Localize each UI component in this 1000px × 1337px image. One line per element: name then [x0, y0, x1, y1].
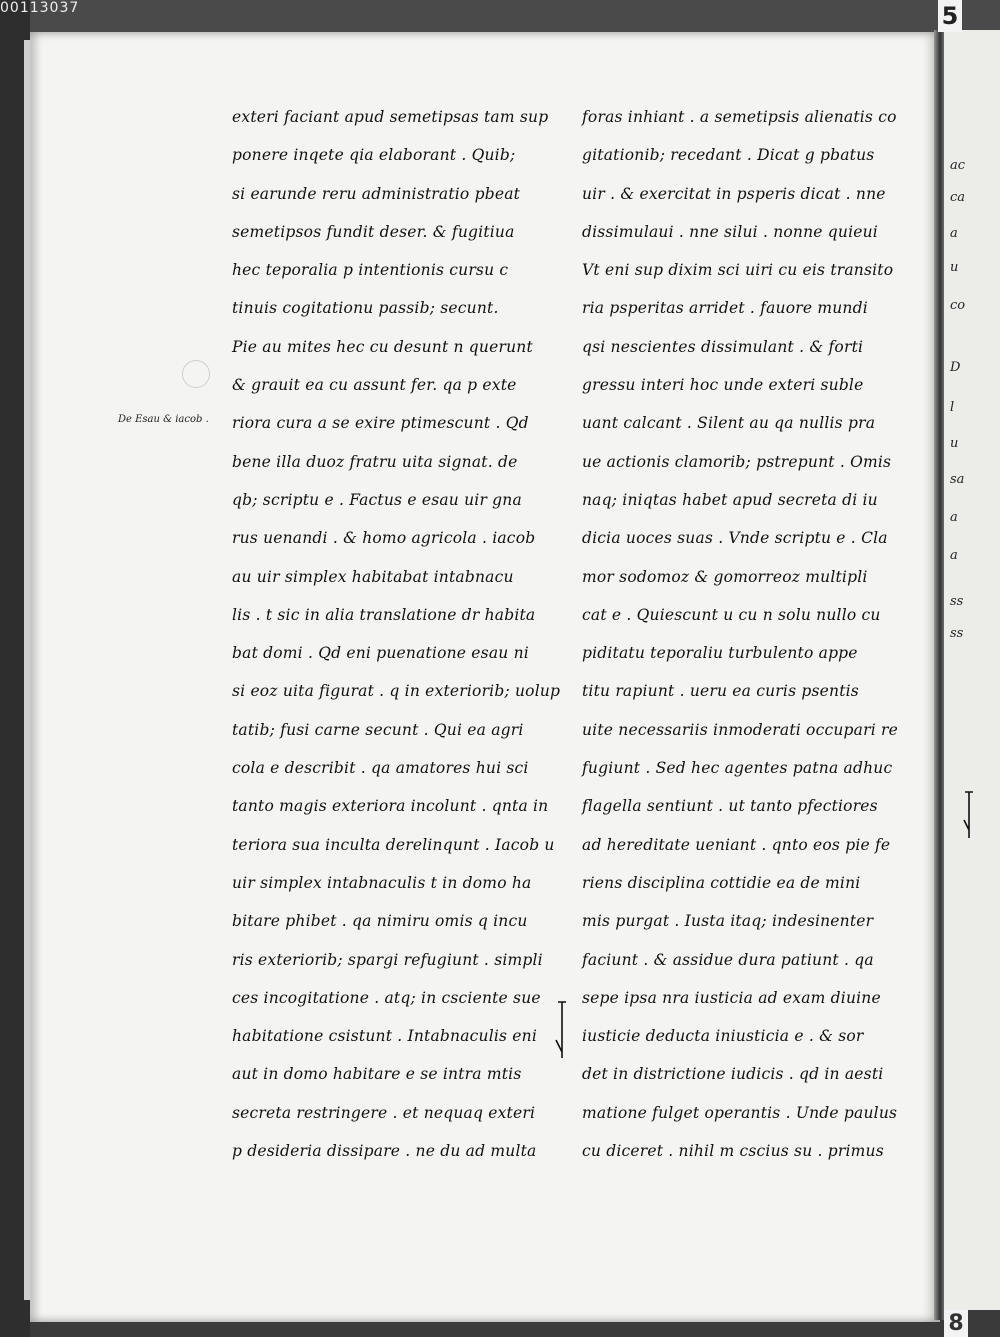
book-spine-edge [0, 0, 30, 1337]
text-line: titu rapiunt . ueru ea curis psentis [582, 682, 859, 701]
text-line: qb; scriptu e . Factus e esau uir gna [232, 490, 522, 509]
paragraph-mark-facing-icon [962, 790, 976, 840]
facing-page-fragment: u [950, 436, 959, 451]
text-line: ad hereditate ueniant . qnto eos pie fe [582, 835, 891, 854]
text-line: uir simplex intabnaculis t in domo ha [232, 873, 532, 892]
text-line: lis . t sic in alia translatione dr habita [232, 605, 536, 624]
text-line: piditatu teporaliu turbulento appe [582, 644, 858, 663]
text-line: gressu interi hoc unde exteri suble [582, 376, 864, 395]
text-line: det in districtione iudicis . qd in aesti [582, 1065, 884, 1084]
text-line: riens disciplina cottidie ea de mini [582, 873, 861, 892]
text-line: dicia uoces suas . Vnde scriptu e . Cla [582, 529, 888, 548]
text-line: ria psperitas arridet . fauore mundi [582, 299, 868, 318]
text-line: p desideria dissipare . ne du ad multa [232, 1142, 537, 1161]
text-line: habitatione csistunt . Intabnaculis eni [232, 1027, 538, 1046]
text-line: uir . & exercitat in psperis dicat . nne [582, 184, 886, 203]
text-line: bene illa duoz fratru uita signat. de [232, 452, 518, 471]
text-line: si eoz uita figurat . q in exteriorib; uolup [232, 682, 561, 701]
text-line: rus uenandi . & homo agricola . iacob [232, 529, 536, 548]
text-line: & grauit ea cu assunt fer. qa p exte [232, 376, 517, 395]
text-line: secreta restringere . et nequaq exteri [232, 1103, 536, 1122]
facing-page-fragment: a [950, 226, 958, 241]
text-line: mis purgat . Iusta itaq; indesinenter [582, 912, 874, 931]
text-line: au uir simplex habitabat intabnacu [232, 567, 514, 586]
text-line: semetipsos fundit deser. & fugitiua [232, 222, 515, 241]
text-line: qsi nescientes dissimulant . & forti [582, 337, 864, 356]
facing-page-fragment: ca [950, 190, 966, 205]
text-line: uite necessariis inmoderati occupari re [582, 720, 898, 739]
text-line: bitare phibet . qa nimiru omis q incu [232, 912, 528, 931]
text-line: ue actionis clamorib; pstrepunt . Omis [582, 452, 892, 471]
paragraph-mark-icon [554, 1000, 570, 1060]
facing-page-fragment: a [950, 510, 958, 525]
text-line: bat domi . Qd eni puenatione esau ni [232, 644, 529, 663]
text-line: cu diceret . nihil m cscius su . primus [582, 1142, 884, 1161]
facing-page [944, 30, 1000, 1310]
text-line: mor sodomoz & gomorreoz multipli [582, 567, 868, 586]
text-line: Pie au mites hec cu desunt n querunt [232, 337, 533, 356]
facing-page-fragment: co [950, 298, 966, 313]
facing-page-fragment: ac [950, 158, 966, 173]
text-line: hec teporalia p intentionis cursu c [232, 261, 509, 280]
text-line: ris exteriorib; spargi refugiunt . simpli [232, 950, 543, 969]
facing-page-fragment: ss [950, 594, 964, 609]
text-line: sepe ipsa nra iusticia ad exam diuine [582, 988, 881, 1007]
margin-note: De Esau & iacob . [118, 414, 209, 425]
text-line: cola e describit . qa amatores hui sci [232, 759, 529, 778]
facing-page-fragment: ss [950, 626, 964, 641]
text-line: gitationib; recedant . Dicat g pbatus [582, 146, 875, 165]
text-line: aut in domo habitare e se intra mtis [232, 1065, 522, 1084]
facing-page-fragment: sa [950, 472, 965, 487]
text-line: flagella sentiunt . ut tanto pfectiores [582, 797, 878, 816]
text-line: faciunt . & assidue dura patiunt . qa [582, 950, 874, 969]
right-text-column [582, 98, 912, 1170]
text-line: iusticie deducta iniusticia e . & sor [582, 1027, 864, 1046]
text-line: exteri faciant apud semetipsas tam sup [232, 108, 549, 126]
text-line: si earunde reru administratio pbeat [232, 184, 521, 203]
facing-page-fragment: D [950, 360, 961, 375]
text-line: naq; iniqtas habet apud secreta di iu [582, 490, 878, 509]
scan-id-label: 00113037 [0, 0, 80, 16]
folio-number-bottom: 8 [944, 1310, 968, 1337]
text-line: teriora sua inculta derelinqunt . Iacob u [232, 835, 555, 854]
folio-number-top: 5 [938, 0, 962, 32]
left-text-column [232, 98, 562, 1170]
text-line: tanto magis exteriora incolunt . qnta in [232, 797, 549, 816]
scan-top-frame [0, 0, 1000, 32]
text-line: ces incogitatione . atq; in csciente sue [232, 988, 541, 1007]
text-line: matione fulget operantis . Unde paulus [582, 1103, 898, 1122]
text-line: dissimulaui . nne silui . nonne quieui [582, 222, 878, 241]
text-line: Vt eni sup dixim sci uiri cu eis transito [582, 261, 894, 280]
facing-page-fragment: l [950, 400, 955, 415]
text-line: cat e . Quiescunt u cu n solu nullo cu [582, 605, 881, 624]
facing-page-fragment: u [950, 260, 959, 275]
text-line: ponere inqete qia elaborant . Quib; [232, 146, 516, 165]
text-line: fugiunt . Sed hec agentes patna adhuc [582, 759, 893, 778]
facing-page-fragment: a [950, 548, 958, 563]
text-line: uant calcant . Silent au qa nullis pra [582, 414, 876, 433]
text-line: riora cura a se exire ptimescunt . Qd [232, 414, 529, 433]
text-line: tatib; fusi carne secunt . Qui ea agri [232, 720, 524, 739]
parchment-hole [182, 360, 210, 388]
text-line: tinuis cogitationu passib; secunt. [232, 299, 499, 318]
text-line: foras inhiant . a semetipsis alienatis co [582, 108, 897, 126]
